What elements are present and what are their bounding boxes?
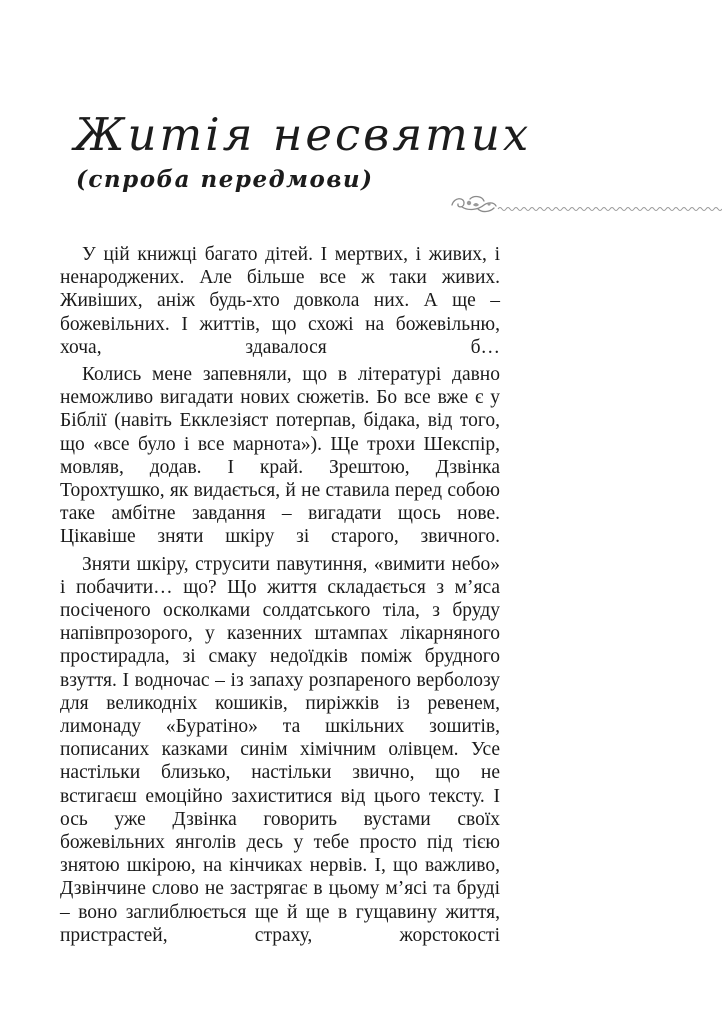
chapter-subtitle: (спроба передмови) xyxy=(76,166,374,193)
paragraph: Зняти шкіру, струсити павутиння, «вимити небо» і побачити… що? Що життя складається з м’яса посіченого осколками солдатського тіла, з бруду напівпрозорого, у казенних штампах лікарняного простирадла, зі смаку недоїдків поміж брудного взуття. І водночас – із запаху розпареного верболозу для великодніх кошиків, пиріжків із ревенем, лимонаду «Буратіно» та шкільних зошитів, пописаних казками синім хімічним олівцем. Усе настільки близько, настільки звично, що не встигаєш емоційно захиститися від цього тексту. І ось уже Дзвінка говорить вустами своїх божевільних янголів десь у тебе просто під тією знятою шкірою, на кінчиках нервів. І, що важливо, Дзвінчине слово не застрягає в цьому м’ясі та бруді – воно заглиблюється ще й ще в гущавину життя, пристрастей, страху, жорстокості xyxy=(60,553,500,946)
paragraph: Колись мене запевняли, що в літературі давно неможливо вигадати нових сюжетів. Бо все вже є у Біблії (навіть Екклезіяст потерпав, бідака, від того, що «все було і все марнота»). Ще трохи Шекспір, мовляв, додав. І край. Зрештою, Дзвінка Торохтушко, як видається, й не ставила перед собою таке амбітне завдання – вигадати щось нове. Цікавіше зняти шкіру зі старого, звичного. xyxy=(60,364,500,548)
body-text xyxy=(60,243,500,947)
paragraph: У цій книжці багато дітей. І мертвих, і живих, і ненароджених. Але більше все ж таки живих. Живіших, аніж будь-хто довкола них. А ще – божевільних. І життів, що схожі на божевільню, хоча, здавалося б… xyxy=(60,244,500,358)
flourish-divider-icon xyxy=(448,193,722,215)
chapter-title: Житія несвятих xyxy=(74,108,532,161)
